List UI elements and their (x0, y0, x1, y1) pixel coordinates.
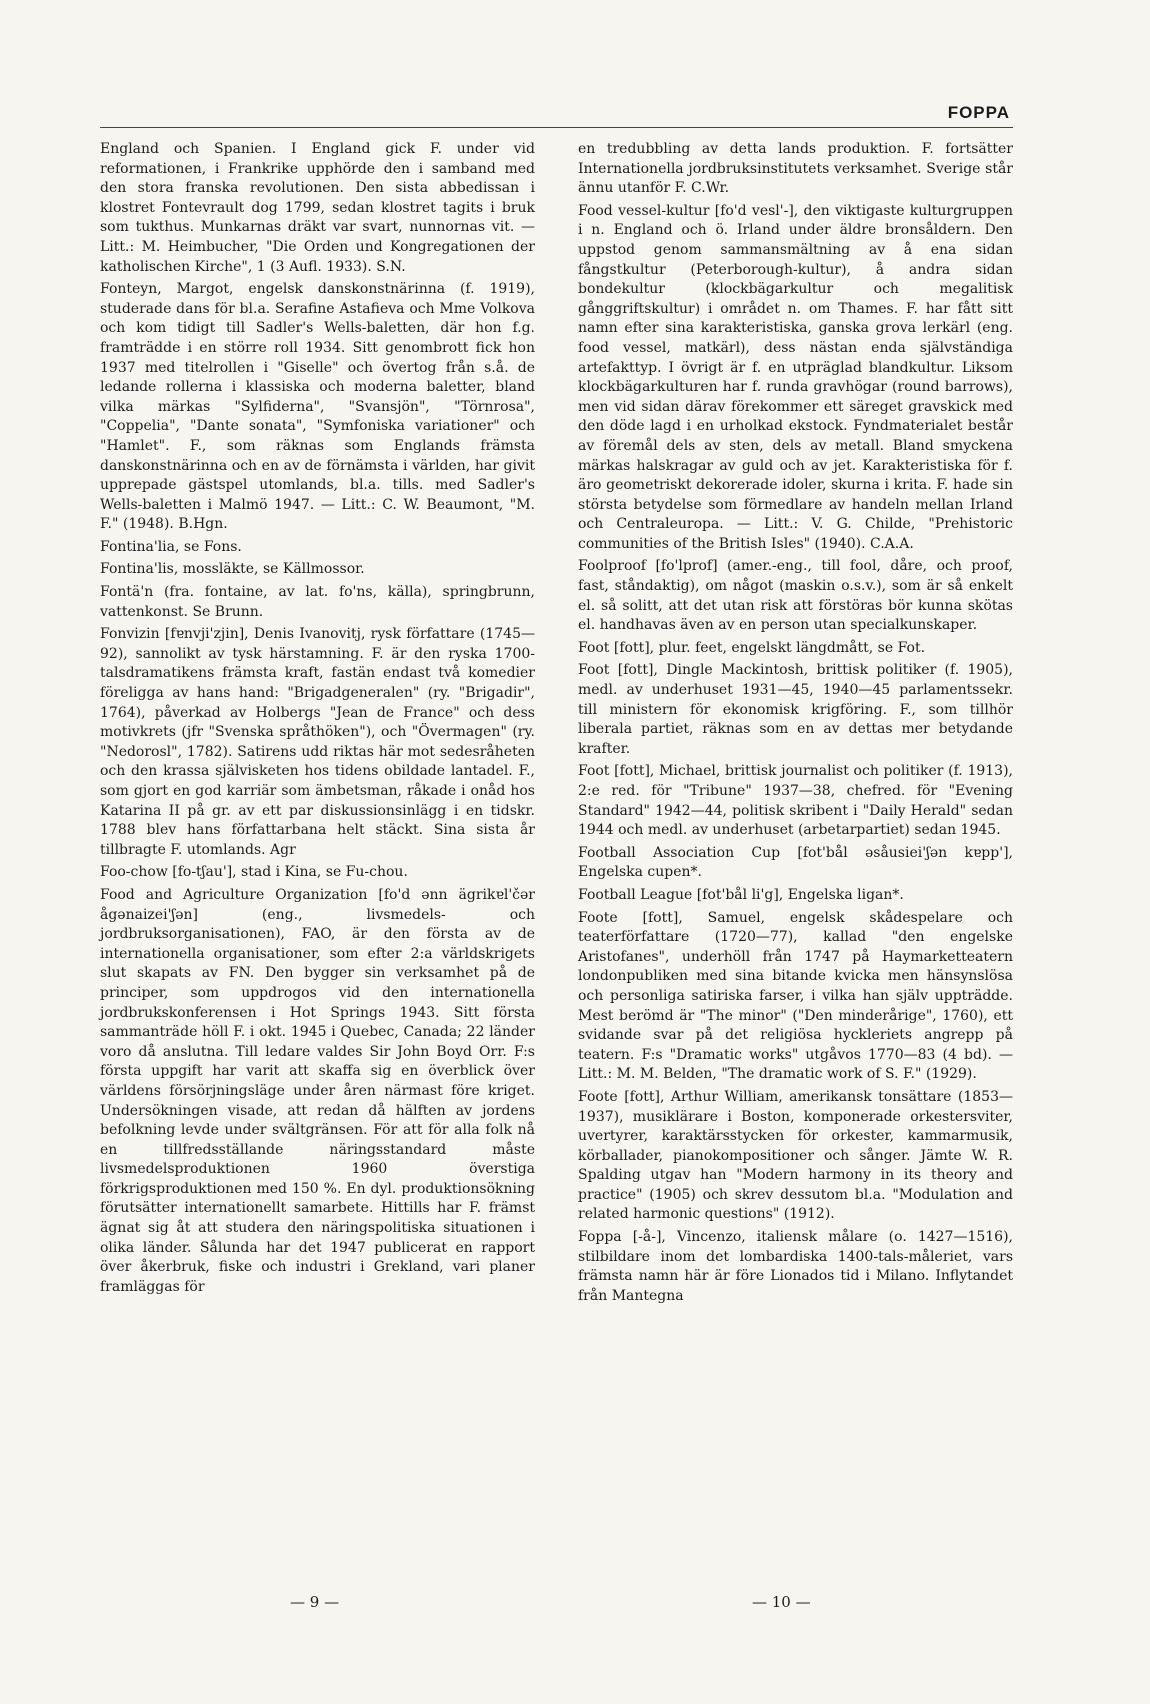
entry-foppa: Foppa [-å-], Vincenzo, italiensk målare (o. 1427—1516), stilbildare inom det lombardiska 1400-tals-måleriet, vars främsta namn här är före Lionados tid i Milano. Inflytandet från Mantegna (578, 1229, 1013, 1304)
entry-foolproof: Foolproof [fo'lprof] (amer.-eng., till fool, dåre, och proof, fast, ståndaktig), om något (maskin o.s.v.), som är så enkelt el. så solitt, att det utan risk att förstöras bör kunna skötas el. handhavas även av en person utan specialkunskaper. (578, 558, 1013, 634)
running-head: FOPPA (947, 103, 1010, 122)
entry-foot-dingle: Foot [fott], Dingle Mackintosh, brittisk politiker (f. 1905), medl. av underhuset 1931—45, 1940—45 parlamentssekr. till ministern för ekonomisk krigföring. F., som tillhör liberala partiet, räknas som en av dettas mer betydande krafter. (578, 662, 1013, 757)
entry-foot-michael: Foot [fott], Michael, brittisk journalist och politiker (f. 1913), 2:e red. för "Tribune" 1937—38, chefred. för "Evening Standard" 1942—44, politisk skribent i "Daily Herald" sedan 1944 och medl. av underhuset (arbetarpartiet) sedan 1945. (578, 763, 1013, 839)
page-number-right: — 10 — (752, 1593, 811, 1611)
entry-foo-chow: Foo-chow [fo-tʃau'], stad i Kina, se Fu-chou. (100, 864, 408, 881)
entry-food-vessel: Food vessel-kultur [fo'd vesl'-], den viktigaste kulturgruppen i n. England och ö. Irland under äldre bronsåldern. Den uppstod genom sammansmältning av å ena sidan fångstkultur (Peterborough-kultur), å andra sidan bondekultur (klockbägarkultur och megalitisk gånggriftskultur) i området n. om Thames. F. har fått sitt namn efter sina karakteristiska, ganska grova lerkärl (eng. food vessel, matkärl), dess nästan enda självständiga artefakttyp. I övrigt är f. en utpräglad blandkultur. Liksom klockbägarkulturen har f. runda gravhögar (round barrows), men vid sidan därav förekommer ett säreget gravskick med den döde lagd i en urholkad ekstock. Fyndmaterialet består av föremål dels av sten, dels av metall. Bland smyckena märkas halskragar av guld och av jet. Karakteristiska för f. äro geometriskt dekorerade idoler, skurna i krita. F. hade sin största betydelse som förmedlare av handeln mellan Irland och Centraleuropa. — Litt.: V. G. Childe, "Prehistoric communities of the British Isles" (1940). C.A.A. (578, 202, 1013, 552)
left-column (100, 140, 535, 1297)
entry-fao-continuation: en tredubbling av detta lands produktion. F. fortsätter Internationella jordbruksinstitutets verksamhet. Sverige står ännu utanför F. C.Wr. (578, 141, 1013, 197)
entry-foote-samuel: Foote [fott], Samuel, engelsk skådespelare och teaterförfattare (1720—77), kallad "den engelske Aristofanes", underhöll från 1747 på Haymarketteatern londonpubliken med sina bitande kvicka men hänsynslösa och personliga satiriska farser, i vilka han själv uppträdde. Mest berömd är "The minor" ("Den minderårige", 1760), ett svidande svar på det religiösa hyckleriets angrepp på teatern. F:s "Dramatic works" utgåvos 1770—83 (4 bd). — Litt.: M. M. Belden, "The dramatic work of S. F." (1929). (578, 909, 1013, 1083)
entry-fontan: Fontä'n (fra. fontaine, av lat. fo'ns, källa), springbrunn, vattenkonst. Se Brunn. (100, 584, 535, 620)
entry-fontinalis: Fontina'lis, mossläkte, se Källmossor. (100, 561, 365, 578)
page-number-left: — 9 — (290, 1593, 340, 1611)
entry-foot-measure: Foot [fott], plur. feet, engelskt längdmått, se Fot. (578, 639, 926, 656)
right-column (578, 140, 1013, 1306)
entry-fao: Food and Agriculture Organization [fo'd ənn ägrikɐl'čər ågənaizei'ʃən] (eng., livsmedels- och jordbruksorganisationen), FAO, är den första av de internationella organisationer, som efter 2:a världskrigets slut skapats av FN. Den bygger sin verksamhet på de principer, som uppdrogos vid den internationella jordbrukskonferensen i Hot Springs 1943. Sitt första sammanträde höll F. i okt. 1945 i Quebec, Canada; 22 länder voro då anslutna. Till ledare valdes Sir John Boyd Orr. F:s första uppgift har varit att skaffa sig en överblick över världens försörjningsläge under åren närmast före kriget. Undersökningen visade, att redan då hälften av jordens befolkning levde under svältgränsen. För att för alla folk nå en tillfredsställande näringsstandard måste livsmedelsproduktionen 1960 överstiga förkrigsproduktionen med 150 %. En dyl. produktionsökning förutsätter internationellt samarbete. Hittills har F. främst ägnat sig åt att studera den näringspolitiska situationen i olika länder. Sålunda har det 1947 publicerat en rapport över åkerbruk, fiske och industri i Grekland, vari planer framläggas för (100, 886, 535, 1295)
entry-foote-arthur: Foote [fott], Arthur William, amerikansk tonsättare (1853—1937), musiklärare i Boston, komponerade orkestersviter, uvertyrer, karaktärsstycken för orkester, kammarmusik, körballader, pianokompositioner och sånger. Jämte W. R. Spalding utgav han "Modern harmony in its theory and practice" (1905) och skrev dessutom bl.a. "Modulation and related harmonic questions" (1912). (578, 1088, 1013, 1223)
entry-fontinalia: Fontina'lia, se Fons. (100, 538, 242, 555)
header-rule (100, 127, 1013, 128)
entry-fa-cup: Football Association Cup [fot'bål əsåusiei'ʃən kɐpp'], Engelska cupen*. (578, 844, 1013, 881)
entry-fonvizin: Fonvizin [fɐnvji'zjin], Denis Ivanovitj, rysk författare (1745—92), sannolikt av tysk härstamning. F. är den ryska 1700-talsdramatikens främsta kraft, fastän endast två komedier föreligga av hans hand: "Brigadgeneralen" (ry. "Brigadir", 1764), påverkad av Holbergs "Jean de France" och dess motivkrets (jfr "Svenska språthöken"), och "Övermagen" (ry. "Nedorosl", 1782). Satirens udd riktas här mot sedesråheten och den krassa självisketen hos tidens obildade lantadel. F., som gjort en god karriär som ämbetsman, råkade i onåd hos Katarina II på gr. av ett par diskussionsinlägg i en tidskr. 1788 blev hans författarbana helt stäckt. Sina sista år tillbragte F. utomlands. Agr (100, 626, 535, 858)
entry-continuation: England och Spanien. I England gick F. under vid reformationen, i Frankrike upphörde den i samband med den stora franska revolutionen. Den sista abbedissan i klostret Fontevrault dog 1799, sedan klostret tagits i bruk som tukthus. Munkarnas dräkt var svart, nunnornas vit. — Litt.: M. Heimbucher, "Die Orden und Kongregationen der katholischen Kirche", 1 (3 Aufl. 1933). S.N. (100, 141, 535, 275)
entry-football-league: Football League [fot'bål li'g], Engelska ligan*. (578, 886, 904, 903)
entry-fonteyn: Fonteyn, Margot, engelsk danskonstnärinna (f. 1919), studerade dans för bl.a. Serafine Astafieva och Mme Volkova och kom tidigt till Sadler's Wells-baletten, där hon f.g. framträdde i en större roll 1934. Sitt genombrott fick hon 1937 med titelrollen i "Giselle" och övertog från s.å. de ledande rollerna i klassiska och moderna baletter, bland vilka märkas "Sylfiderna", "Svansjön", "Törnrosa", "Coppelia", "Dante sonata", "Symfoniska variationer" och "Hamlet". F., som räknas som Englands främsta danskonstnärinna och en av de förnämsta i världen, har givit upprepade gästspel utomlands, bl.a. tills. med Sadler's Wells-baletten i Malmö 1947. — Litt.: C. W. Beaumont, "M. F." (1948). B.Hgn. (100, 281, 535, 533)
